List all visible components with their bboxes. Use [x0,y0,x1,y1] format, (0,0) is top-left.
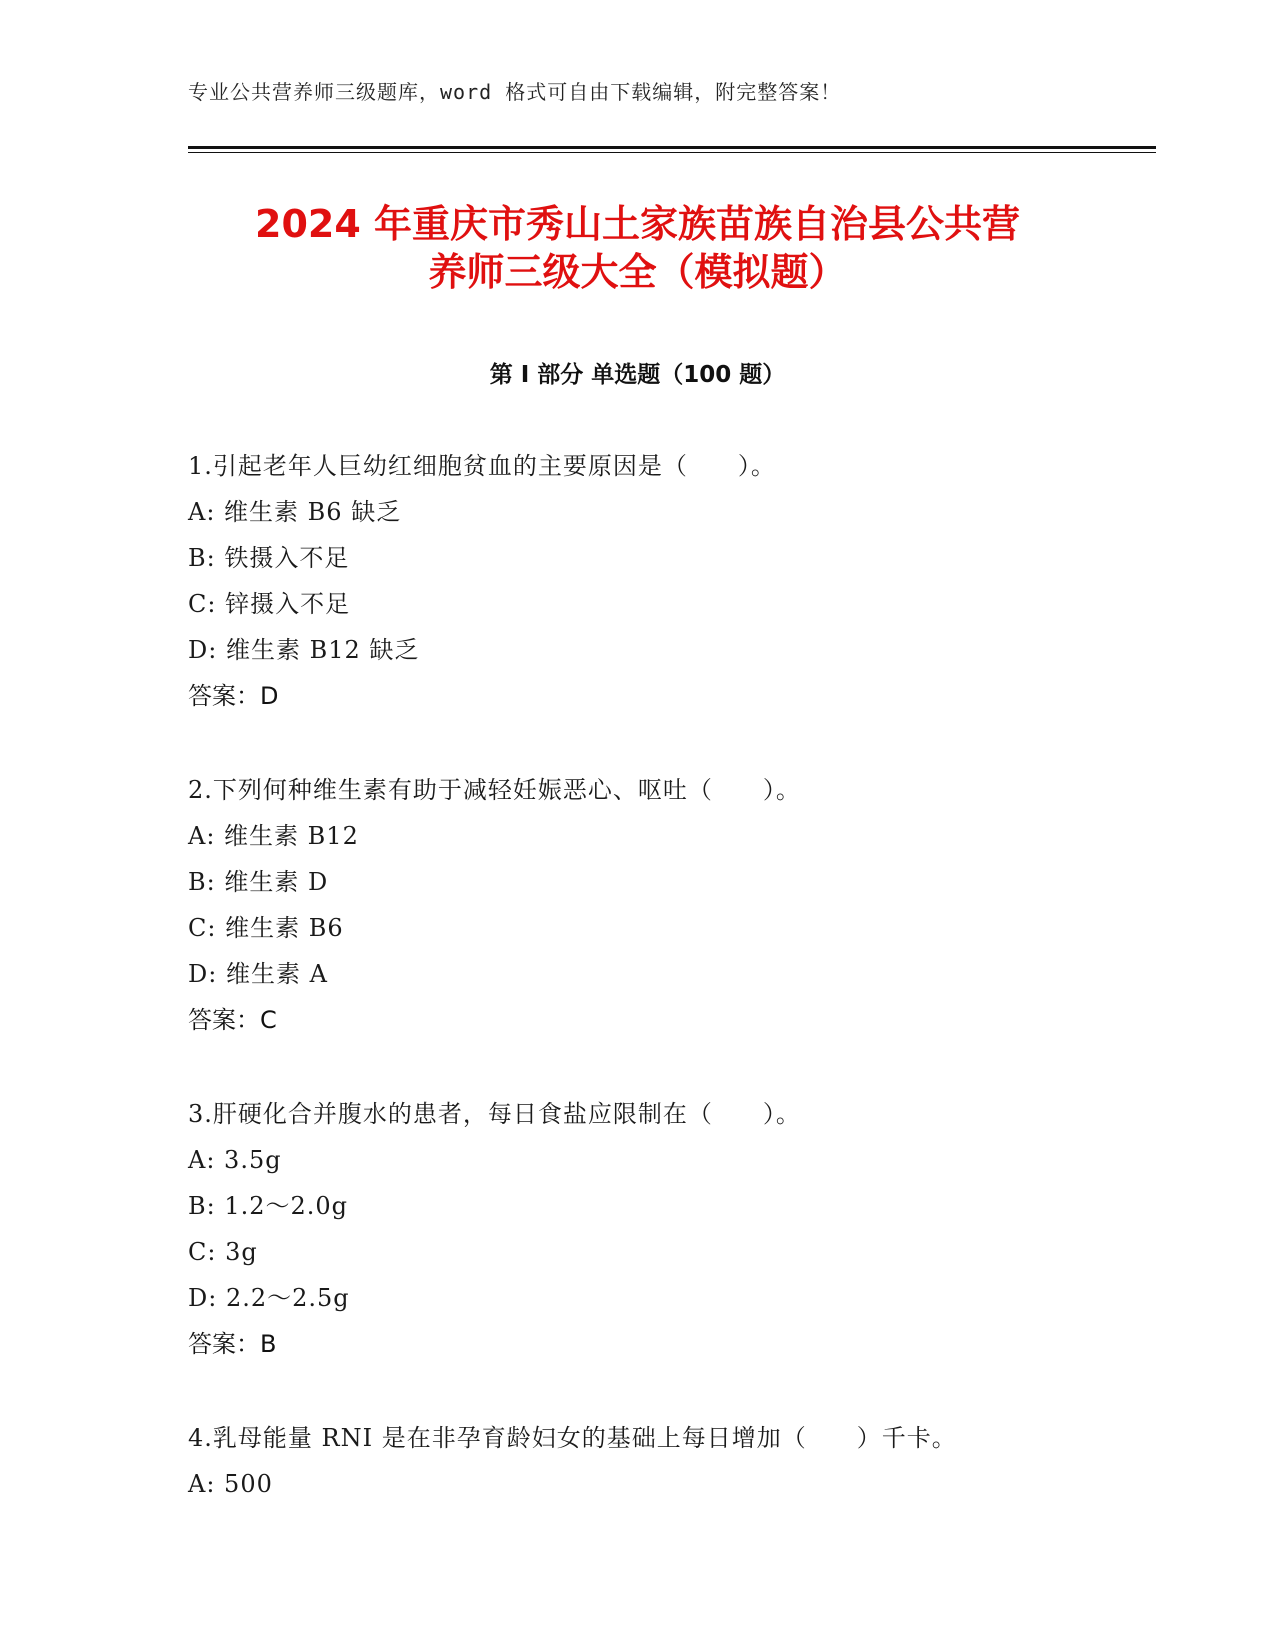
option-a: A: 3.5g [188,1146,282,1174]
question-stem: 1.引起老年人巨幼红细胞贫血的主要原因是（ ）。 [188,452,776,480]
option-b: B: 1.2～2.0g [188,1192,349,1220]
question-stem: 4.乳母能量 RNI 是在非孕育龄妇女的基础上每日增加（ ）千卡。 [188,1424,957,1452]
header-divider-thick [188,146,1156,149]
answer: 答案：D [188,682,279,710]
option-c: C: 维生素 B6 [188,914,344,942]
section-title: 第 I 部分 单选题（100 题） [489,362,786,388]
header-divider-thin [188,152,1156,153]
option-c: C: 锌摄入不足 [188,590,351,618]
option-a: A: 维生素 B12 [188,822,359,850]
document-title-line-2: 养师三级大全（模拟题） [428,250,847,294]
answer: 答案：B [188,1330,277,1358]
question-2 [188,767,1148,1043]
option-a: A: 维生素 B6 缺乏 [188,498,402,526]
option-b: B: 维生素 D [188,868,329,896]
option-d: D: 维生素 A [188,960,328,988]
question-4 [188,1415,1148,1507]
option-d: D: 维生素 B12 缺乏 [188,636,420,664]
question-1 [188,443,1148,719]
option-a: A: 500 [188,1470,273,1498]
question-stem: 2.下列何种维生素有助于减轻妊娠恶心、呕吐（ ）。 [188,776,801,804]
option-d: D: 2.2～2.5g [188,1284,350,1312]
option-c: C: 3g [188,1238,258,1266]
answer: 答案：C [188,1006,277,1034]
header-note: 专业公共营养师三级题库，word 格式可自由下载编辑，附完整答案！ [188,80,842,104]
document-title-line-1: 2024 年重庆市秀山土家族苗族自治县公共营 [255,202,1020,246]
document-title [150,200,1125,296]
question-stem: 3.肝硬化合并腹水的患者，每日食盐应限制在（ ）。 [188,1100,801,1128]
option-b: B: 铁摄入不足 [188,544,350,572]
question-3 [188,1091,1148,1367]
question-list [188,443,1148,1555]
